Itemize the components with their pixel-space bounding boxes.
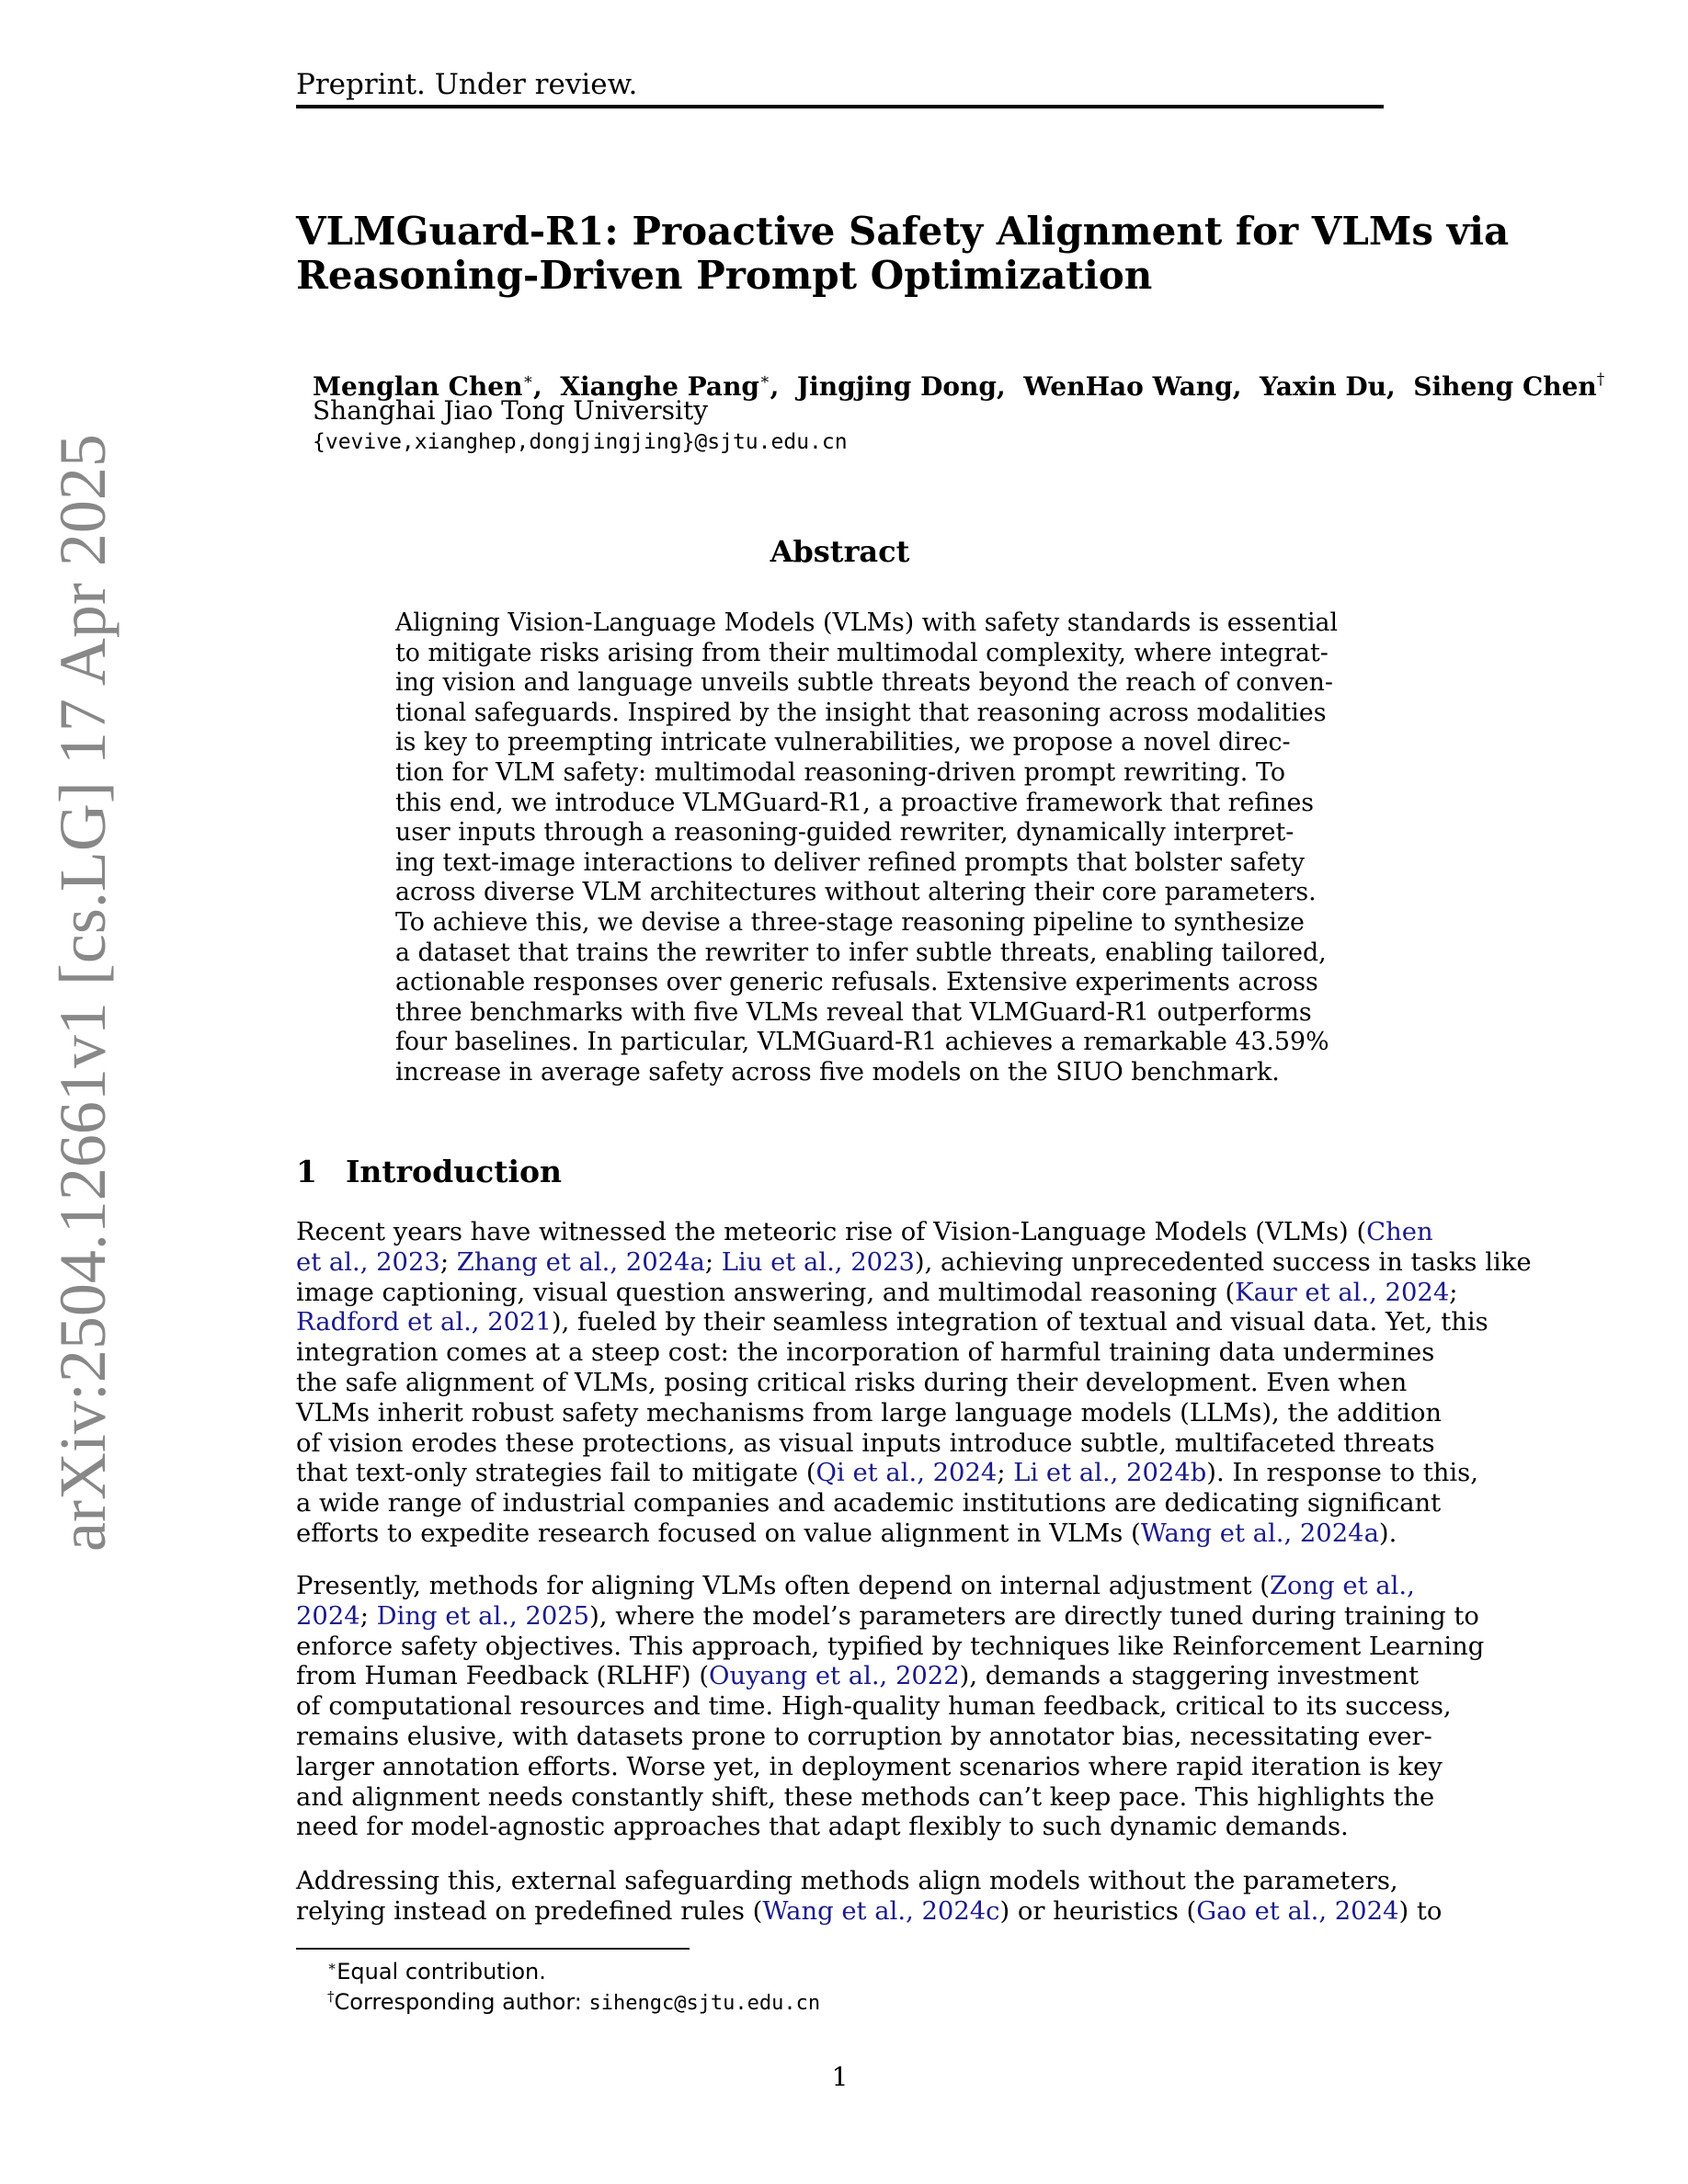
abstract-line: to mitigate risks arising from their multimodal complexity, where integrat- — [395, 638, 1329, 667]
citation-link[interactable]: Wang et al., 2024c — [762, 1896, 1000, 1926]
footnote-text: Corresponding author: — [334, 1989, 589, 2015]
abstract-line: tion for VLM safety: multimodal reasoning-driven prompt rewriting. To — [395, 757, 1285, 787]
abstract-line: To achieve this, we devise a three-stage reasoning pipeline to synthesize — [395, 907, 1305, 937]
section-heading — [296, 1154, 562, 1190]
paragraph-line — [296, 1519, 1397, 1550]
paragraph-line — [296, 1247, 1532, 1279]
citation-link[interactable]: Kaur et al., 2024 — [1235, 1278, 1450, 1307]
author-name: Jingjing Dong — [796, 371, 997, 402]
text-run: ; — [704, 1247, 722, 1277]
citation-link[interactable]: Li et al., 2024b — [1013, 1459, 1207, 1488]
text-run: enforce safety objectives. This approach, typified by techniques like Reinforcement Learning — [296, 1632, 1485, 1661]
abstract-line: actionable responses over generic refusals. Extensive experiments across — [395, 968, 1318, 997]
paragraph-line — [296, 1896, 1443, 1928]
text-run: Recent years have witnessed the meteoric rise of Vision-Language Models (VLMs) ( — [296, 1218, 1367, 1246]
paragraph-line — [296, 1398, 1443, 1429]
author-mark: ∗ — [759, 370, 770, 389]
paragraph-line — [296, 1752, 1443, 1783]
paragraph-line — [296, 1459, 1478, 1489]
citation-link[interactable]: 2024 — [296, 1601, 360, 1631]
abstract-line: four baselines. In particular, VLMGuard-R1 achieves a remarkable 43.59% — [395, 1028, 1329, 1057]
citation-link[interactable]: Chen — [1366, 1218, 1433, 1246]
paragraph — [296, 1572, 1485, 1843]
text-run: ). In response to this, — [1206, 1459, 1478, 1488]
text-run: larger annotation efforts. Worse yet, in deployment scenarios where rapid iteration is key — [296, 1752, 1443, 1781]
header-rule — [296, 105, 1384, 108]
abstract-line: this end, we introduce VLMGuard-R1, a proactive framework that refines — [395, 788, 1315, 817]
paragraph-line — [296, 1662, 1420, 1692]
paragraph-line — [296, 1278, 1458, 1309]
abstract-line: ing text-image interactions to deliver refined prompts that bolster safety — [395, 847, 1305, 877]
text-run: ; — [439, 1247, 457, 1277]
text-run: that text-only strategies fail to mitigate ( — [296, 1459, 816, 1488]
author-name: Menglan Chen — [313, 371, 523, 402]
citation-link[interactable]: Zhang et al., 2024a — [456, 1247, 705, 1277]
abstract-line: three benchmarks with five VLMs reveal that VLMGuard-R1 outperforms — [395, 997, 1312, 1027]
text-run: ; — [359, 1601, 377, 1631]
text-run: ), where the model’s parameters are directly tuned during training to — [589, 1601, 1479, 1631]
running-header: Preprint. Under review. — [296, 68, 638, 101]
footnote-mark: ∗ — [327, 1958, 337, 1974]
text-run: Presently, methods for aligning VLMs often depend on internal adjustment ( — [296, 1572, 1270, 1600]
citation-link[interactable]: Liu et al., 2023 — [721, 1247, 915, 1277]
abstract-heading: Abstract — [770, 534, 910, 569]
paragraph — [296, 1867, 1443, 1928]
paper-title — [296, 209, 1510, 298]
text-run: VLMs inherit robust safety mechanisms from large language models (LLMs), the addition — [296, 1398, 1443, 1428]
text-run: ). — [1378, 1519, 1397, 1548]
author-name: Yaxin Du — [1259, 371, 1386, 402]
paragraph-line — [296, 1338, 1435, 1369]
text-run: of vision erodes these protections, as visual inputs introduce subtle, multifaceted threats — [296, 1428, 1435, 1458]
citation-link[interactable]: Zong et al., — [1269, 1572, 1415, 1600]
arxiv-stamp: arXiv:2504.12661v1 [cs.LG] 17 Apr 2025 — [46, 434, 120, 1552]
abstract-line: Aligning Vision-Language Models (VLMs) with safety standards is essential — [395, 609, 1339, 637]
text-run: ; — [997, 1459, 1014, 1488]
text-run: from Human Feedback (RLHF) ( — [296, 1662, 710, 1691]
title-line: Reasoning-Driven Prompt Optimization — [296, 253, 1153, 298]
citation-link[interactable]: Wang et al., 2024a — [1140, 1519, 1379, 1548]
paragraph-line — [296, 1601, 1479, 1632]
section-title: Introduction — [346, 1154, 563, 1189]
text-run: ), fueled by their seamless integration of textual and visual data. Yet, this — [551, 1308, 1488, 1337]
text-run: integration comes at a steep cost: the incorporation of harmful training data undermines — [296, 1338, 1435, 1368]
paragraph-line — [296, 1308, 1488, 1338]
footnote-mark: † — [327, 1988, 335, 2005]
text-run: the safe alignment of VLMs, posing critical risks during their development. Even when — [296, 1368, 1408, 1397]
text-run: remains elusive, with datasets prone to corruption by annotator bias, necessitating ever- — [296, 1722, 1432, 1751]
paragraph — [296, 1218, 1532, 1550]
author-mark: ∗ — [522, 370, 534, 389]
text-run: Addressing this, external safeguarding methods align models without the parameters, — [296, 1867, 1398, 1895]
text-run: efforts to expedite research focused on value alignment in VLMs ( — [296, 1519, 1141, 1548]
text-run: relying instead on predefined rules ( — [296, 1896, 763, 1926]
paragraph-line — [296, 1218, 1433, 1248]
abstract-line: tional safeguards. Inspired by the insight that reasoning across modalities — [395, 698, 1327, 727]
title-line: VLMGuard-R1: Proactive Safety Alignment for VLMs via — [296, 209, 1510, 254]
paragraph-line — [296, 1428, 1435, 1460]
paragraph-line — [296, 1692, 1452, 1723]
text-run: ) or heuristics ( — [999, 1896, 1197, 1926]
page-number: 1 — [831, 2062, 849, 2092]
text-run: and alignment needs constantly shift, these methods can’t keep pace. This highlights the — [296, 1782, 1435, 1812]
corresponding-email[interactable]: sihengc@sjtu.edu.cn — [588, 1992, 821, 2015]
text-run: ) to — [1398, 1896, 1443, 1926]
text-run: need for model-agnostic approaches that adapt flexibly to such dynamic demands. — [296, 1813, 1349, 1842]
citation-link[interactable]: Ding et al., 2025 — [376, 1601, 590, 1631]
citation-link[interactable]: Gao et al., 2024 — [1196, 1896, 1399, 1926]
text-run: a wide range of industrial companies and academic institutions are dedicating significant — [296, 1489, 1442, 1519]
text-run: ; — [1449, 1278, 1458, 1307]
paragraph-line — [296, 1572, 1415, 1602]
paragraph-line — [296, 1368, 1408, 1399]
author-name: Siheng Chen — [1413, 371, 1597, 402]
citation-link[interactable]: Ouyang et al., 2022 — [709, 1662, 960, 1691]
author-name: Xianghe Pang — [560, 371, 760, 402]
paragraph-line — [296, 1722, 1432, 1753]
abstract-line: is key to preempting intricate vulnerabilities, we propose a novel direc- — [395, 728, 1291, 757]
text-run: ), achieving unprecedented success in tasks like — [914, 1247, 1532, 1277]
paragraph-line — [296, 1782, 1435, 1814]
paragraph-line — [296, 1867, 1398, 1897]
footnote-rule — [296, 1948, 690, 1950]
text-run: of computational resources and time. High-quality human feedback, critical to its success, — [296, 1692, 1452, 1722]
paragraph-line — [296, 1813, 1384, 1843]
abstract-line: user inputs through a reasoning-guided rewriter, dynamically interpret- — [395, 818, 1295, 847]
text-run: ), demands a staggering investment — [959, 1662, 1420, 1691]
abstract-line: ing vision and language unveils subtle threats beyond the reach of conven- — [395, 668, 1333, 698]
text-run: image captioning, visual question answering, and multimodal reasoning ( — [296, 1278, 1236, 1307]
citation-link[interactable]: Radford et al., 2021 — [296, 1308, 552, 1337]
citation-link[interactable]: Qi et al., 2024 — [815, 1459, 998, 1488]
citation-link[interactable]: et al., 2023 — [296, 1247, 440, 1277]
author-emails: {vevive,xianghep,dongjingjing}@sjtu.edu.cn — [313, 430, 848, 454]
footnote-corresponding-author — [327, 1982, 820, 2019]
footnote-text: Equal contribution. — [336, 1959, 546, 1985]
abstract-body — [395, 609, 1339, 1088]
affiliation: Shanghai Jiao Tong University — [313, 395, 709, 426]
paragraph-line — [296, 1632, 1485, 1663]
abstract-line: a dataset that trains the rewriter to infer subtle threats, enabling tailored, — [395, 938, 1327, 967]
abstract-line: increase in average safety across five models on the SIUO benchmark. — [395, 1057, 1280, 1086]
author-list: Menglan Chen∗, Xianghe Pang∗, Jingjing Dong, WenHao Wang, Yaxin Du, Siheng Chen† — [313, 370, 1605, 402]
paragraph-line — [296, 1489, 1442, 1519]
author-mark: † — [1596, 370, 1605, 389]
section-number: 1 — [296, 1154, 317, 1189]
author-name: WenHao Wang — [1023, 371, 1233, 402]
abstract-line: across diverse VLM architectures without altering their core parameters. — [395, 878, 1317, 907]
